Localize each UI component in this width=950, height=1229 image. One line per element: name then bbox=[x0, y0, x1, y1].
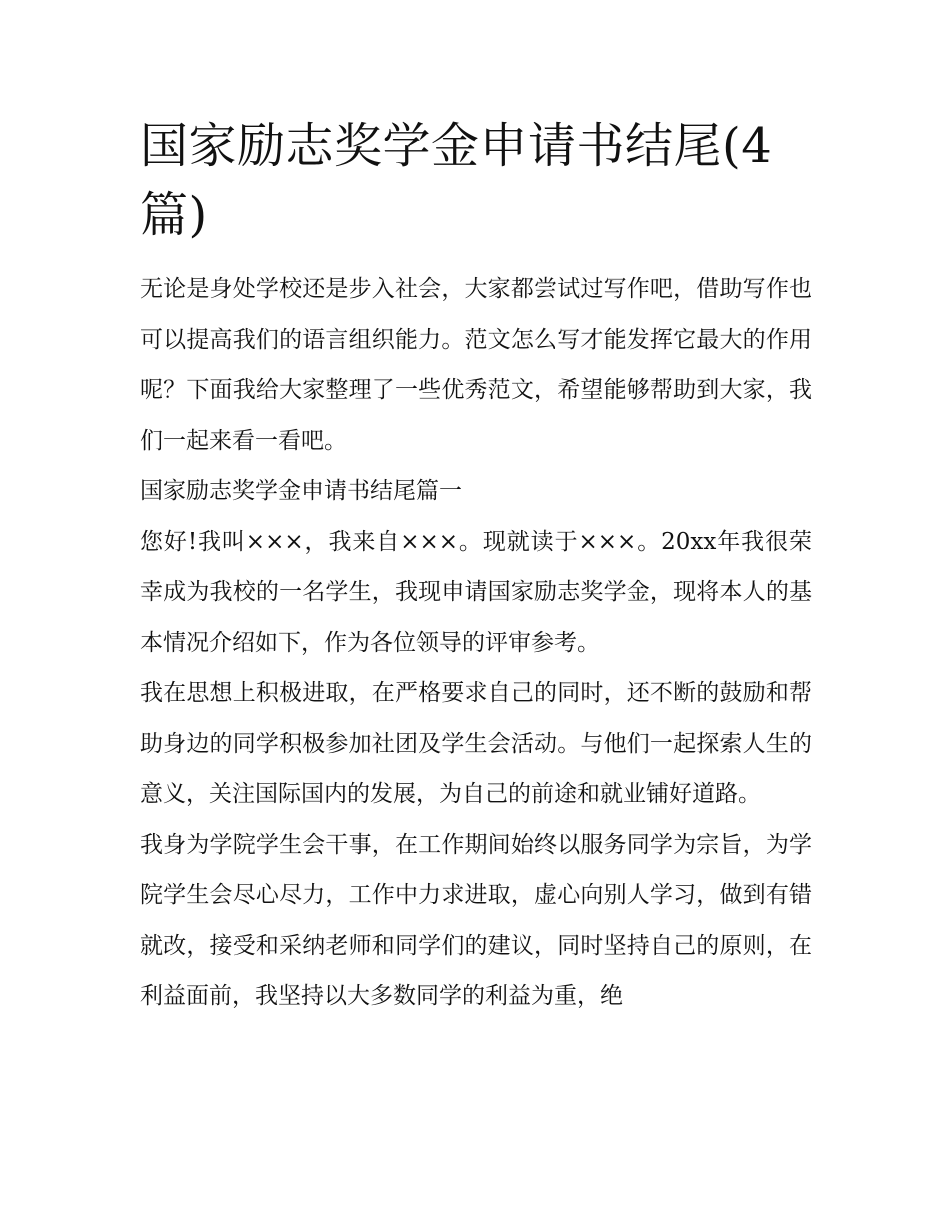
document-body bbox=[140, 112, 812, 1022]
section-heading: 国家励志奖学金申请书结尾篇一 bbox=[140, 478, 462, 504]
body-paragraph: 我身为学院学生会干事，在工作期间始终以服务同学为宗旨，为学院学生会尽心尽力，工作中力求进取，虚心向别人学习，做到有错就改，接受和采纳老师和同学们的建议，同时坚持自己的原则，在利益面前，我坚持以大多数同学的利益为重，绝 bbox=[140, 831, 812, 1009]
intro-paragraph: 无论是身处学校还是步入社会，大家都尝试过写作吧，借助写作也可以提高我们的语言组织能力。范文怎么写才能发挥它最大的作用呢？下面我给大家整理了一些优秀范文，希望能够帮助到大家，我们一起来看一看吧。 bbox=[140, 276, 812, 454]
body-paragraph: 您好!我叫×××，我来自×××。现就读于×××。20xx年我很荣幸成为我校的一名学生，我现申请国家励志奖学金，现将本人的基本情况介绍如下，作为各位领导的评审参考。 bbox=[140, 528, 812, 656]
document-title: 国家励志奖学金申请书结尾(4篇) bbox=[140, 118, 773, 243]
body-paragraph: 我在思想上积极进取，在严格要求自己的同时，还不断的鼓励和帮助身边的同学积极参加社团及学生会活动。与他们一起探索人生的意义，关注国际国内的发展，为自己的前途和就业铺好道路。 bbox=[140, 680, 812, 807]
